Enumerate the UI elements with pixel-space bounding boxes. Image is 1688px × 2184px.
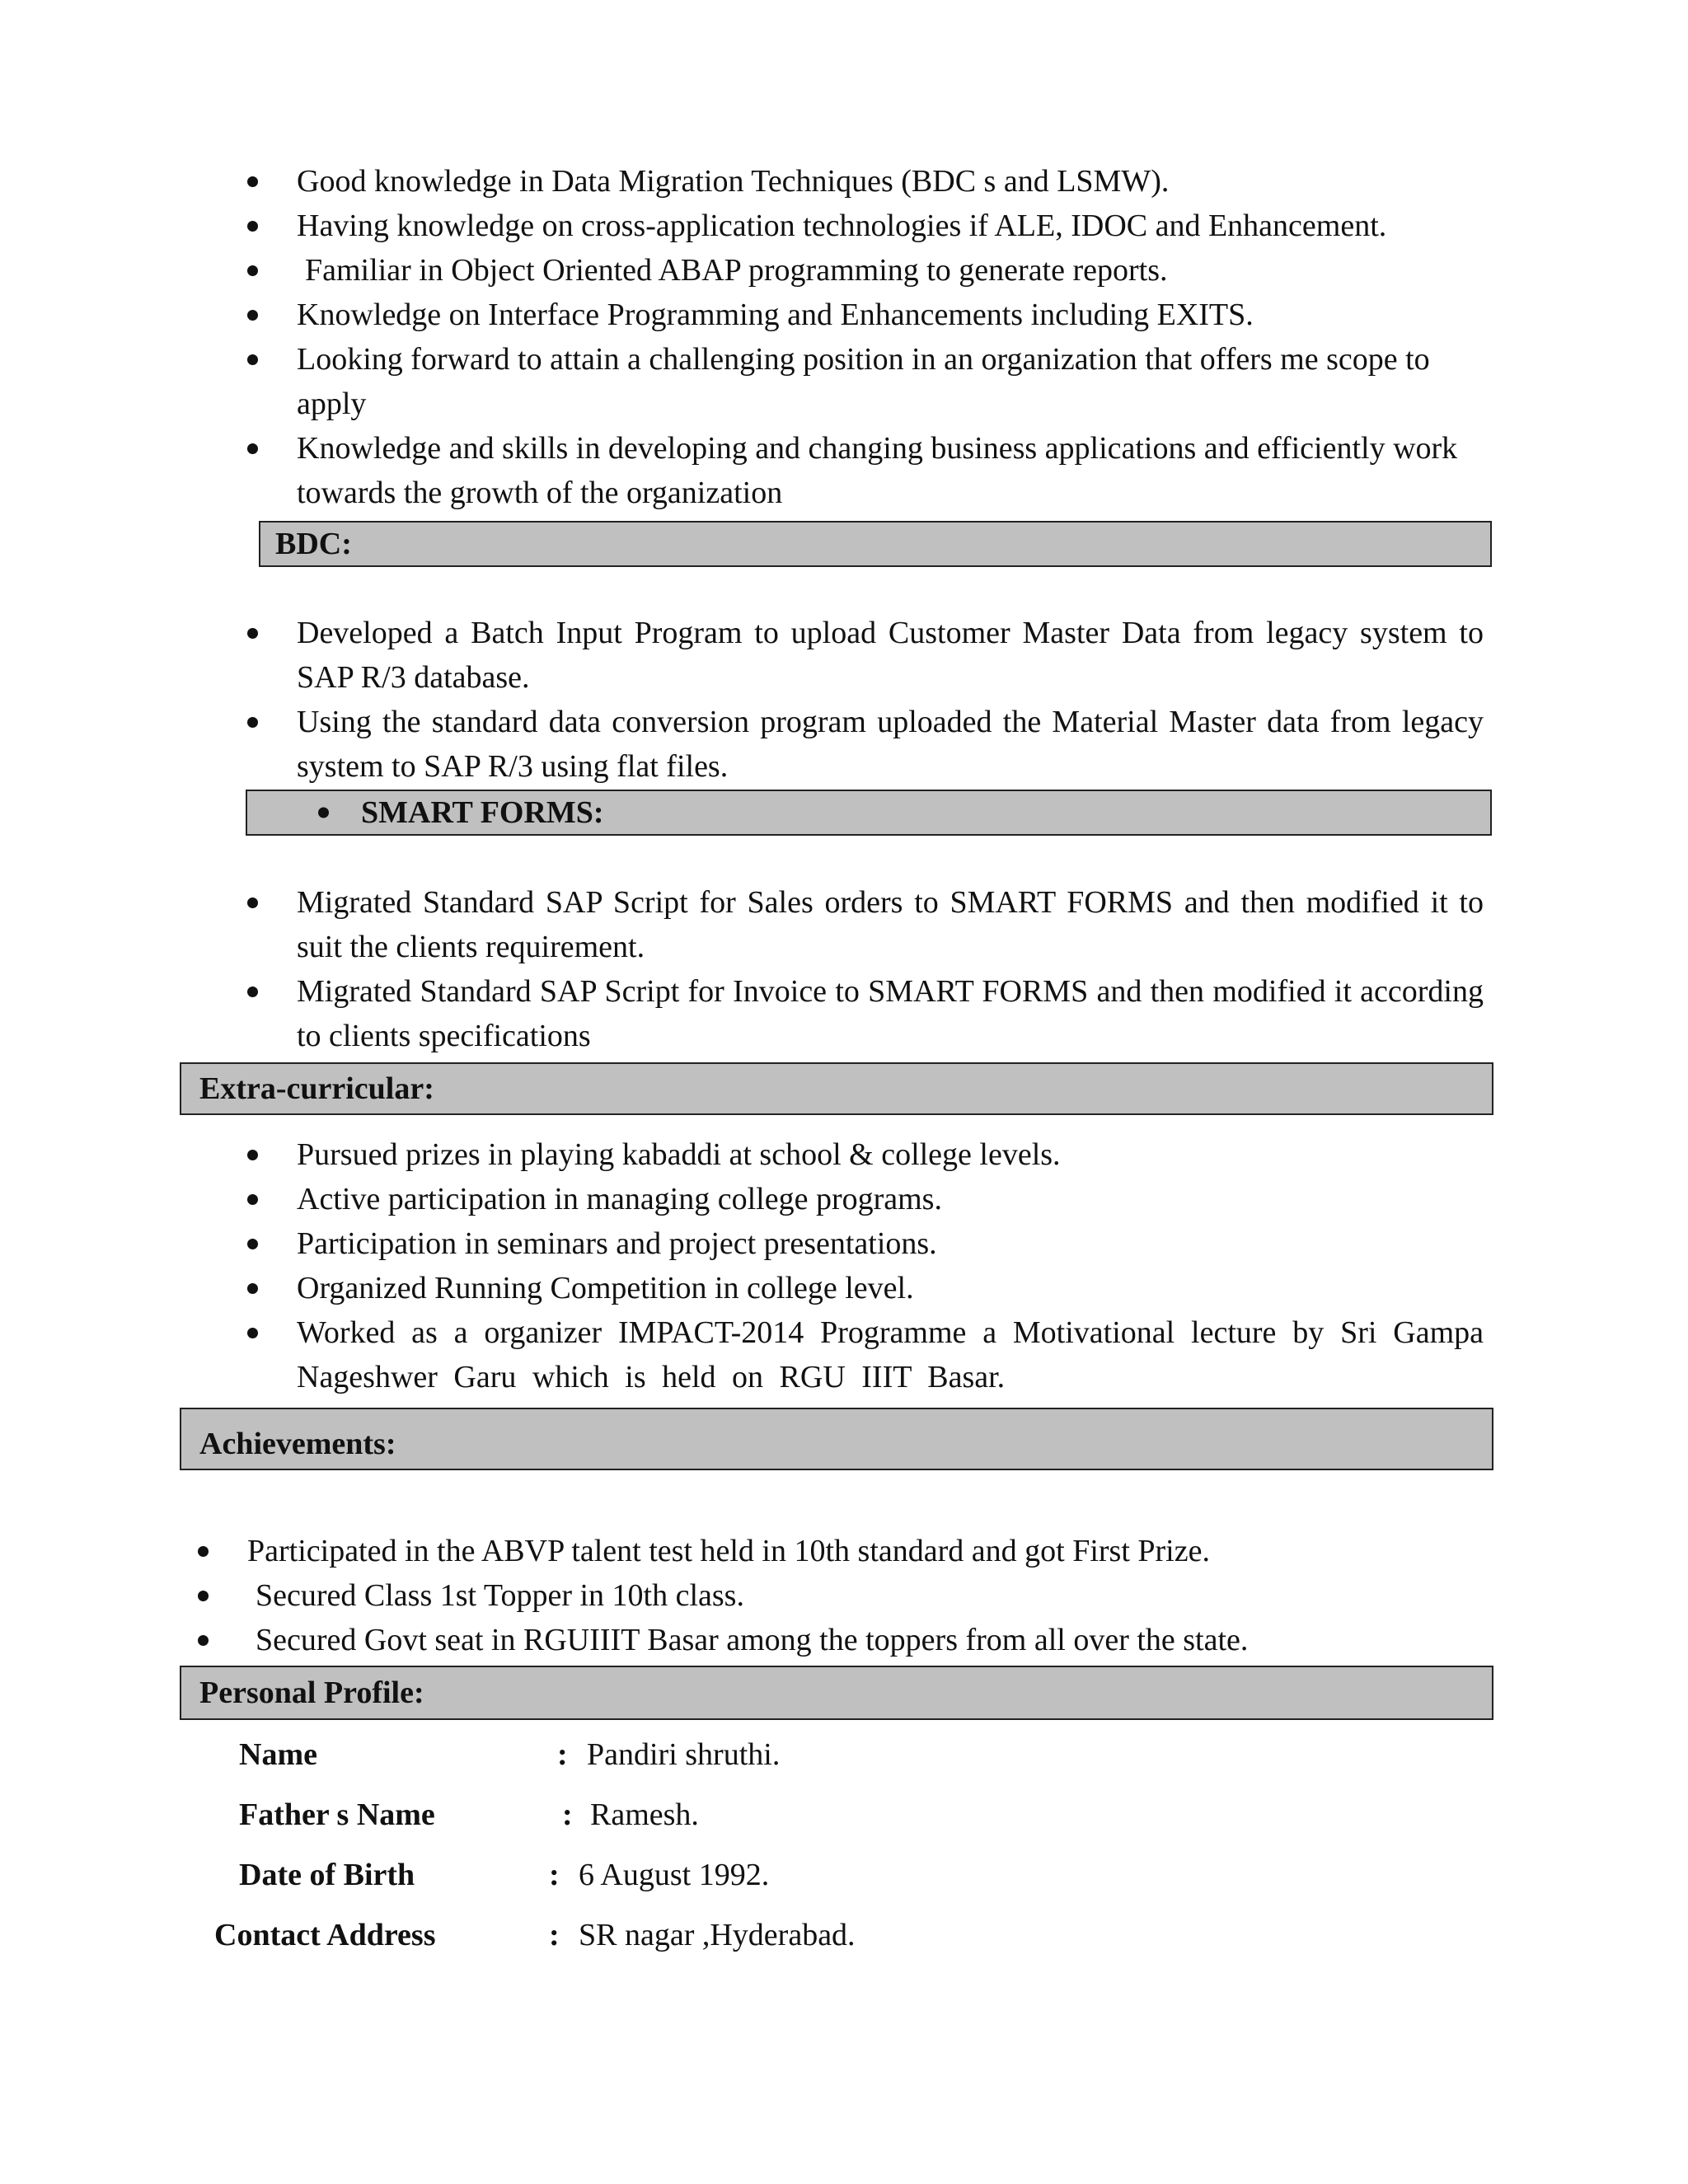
bullet-icon xyxy=(198,1546,209,1557)
profile-row-father-name xyxy=(0,1793,1688,1837)
list-item xyxy=(247,337,1484,426)
achievements-item-text: Participated in the ABVP talent test held in 10th standard and got First Prize. xyxy=(247,1534,1210,1568)
profile-value: Ramesh. xyxy=(590,1797,699,1832)
smart-forms-item-text: Migrated Standard SAP Script for Invoice to SMART FORMS and then modified it according to clients specifications xyxy=(297,974,1484,1053)
profile-value: Pandiri shruthi. xyxy=(587,1737,781,1772)
extra-curricular-item-text: Pursued prizes in playing kabaddi at school & college levels. xyxy=(297,1137,1061,1172)
list-item xyxy=(247,1221,1484,1266)
section-bar-bdc xyxy=(259,521,1492,567)
profile-label: Contact Address xyxy=(214,1918,436,1952)
smart-forms-item-text: Migrated Standard SAP Script for Sales orders to SMART FORMS and then modified it to suit the clients requirement. xyxy=(297,885,1484,964)
list-item xyxy=(247,1266,1484,1310)
section-heading: Extra-curricular: xyxy=(199,1071,434,1106)
bullet-icon xyxy=(247,987,258,997)
bullet-icon xyxy=(247,176,258,187)
profile-value: SR nagar ,Hyderabad. xyxy=(579,1918,856,1952)
profile-separator: : xyxy=(557,1737,568,1772)
profile-row-date-of-birth xyxy=(0,1853,1688,1897)
profile-separator: : xyxy=(549,1858,560,1892)
section-heading: Achievements: xyxy=(199,1426,396,1461)
extra-curricular-list xyxy=(247,1132,1484,1399)
profile-label: Father s Name xyxy=(239,1797,435,1832)
bullet-icon xyxy=(247,898,258,908)
profile-separator: : xyxy=(549,1918,560,1952)
list-item xyxy=(247,159,1484,204)
bullet-icon xyxy=(247,310,258,321)
bullet-icon xyxy=(247,443,258,454)
extra-curricular-item-text: Participation in seminars and project presentations. xyxy=(297,1226,937,1261)
summary-item-text: Familiar in Object Oriented ABAP programming to generate reports. xyxy=(305,253,1168,288)
list-item xyxy=(198,1573,1484,1618)
bullet-icon xyxy=(247,354,258,365)
extra-curricular-item-text: Organized Running Competition in college level. xyxy=(297,1271,914,1305)
bullet-icon xyxy=(198,1591,209,1601)
bullet-icon xyxy=(247,1150,258,1160)
bullet-icon xyxy=(247,1239,258,1249)
smart-forms-list xyxy=(247,880,1484,1058)
summary-list xyxy=(247,159,1484,515)
list-item xyxy=(247,969,1484,1058)
bullet-icon xyxy=(247,265,258,276)
list-item xyxy=(247,700,1484,789)
achievements-item-text: Secured Govt seat in RGUIIIT Basar among the toppers from all over the state. xyxy=(256,1623,1249,1657)
profile-row-contact-address xyxy=(0,1913,1688,1957)
summary-item-text: Knowledge on Interface Programming and Enhancements including EXITS. xyxy=(297,298,1254,332)
section-heading: SMART FORMS: xyxy=(361,795,604,830)
bullet-icon xyxy=(247,221,258,232)
bullet-icon xyxy=(247,1194,258,1205)
section-heading: BDC: xyxy=(275,527,352,561)
list-item xyxy=(198,1618,1484,1662)
bullet-icon xyxy=(247,1283,258,1294)
list-item xyxy=(247,880,1484,969)
section-bar-extra-curricular xyxy=(180,1062,1493,1115)
summary-item-text: Knowledge and skills in developing and changing business applications and efficiently work towards the growth of the organization xyxy=(297,431,1458,510)
section-bar-achievements xyxy=(180,1408,1493,1470)
section-bar-personal-profile xyxy=(180,1666,1493,1720)
bullet-icon xyxy=(247,717,258,728)
bdc-item-text: Using the standard data conversion program uploaded the Material Master data from legacy system to SAP R/3 using flat files. xyxy=(297,705,1484,784)
profile-label: Name xyxy=(239,1737,317,1772)
list-item xyxy=(247,204,1484,248)
extra-curricular-item-text: Worked as a organizer IMPACT-2014 Programme a Motivational lecture by Sri Gampa Nageshwer Garu which is held on RGU IIIT Basar. xyxy=(297,1315,1484,1394)
list-item xyxy=(247,426,1484,515)
list-item xyxy=(247,293,1484,337)
profile-label: Date of Birth xyxy=(239,1858,415,1892)
bullet-icon xyxy=(247,628,258,639)
summary-item-text: Having knowledge on cross-application technologies if ALE, IDOC and Enhancement. xyxy=(297,209,1387,243)
achievements-list xyxy=(198,1529,1484,1662)
summary-item-text: Looking forward to attain a challenging position in an organization that offers me scope to apply xyxy=(297,342,1430,421)
profile-row-name xyxy=(0,1732,1688,1777)
list-item xyxy=(198,1529,1484,1573)
list-item xyxy=(247,1310,1484,1399)
list-item xyxy=(247,248,1484,293)
list-item xyxy=(247,611,1484,700)
profile-value: 6 August 1992. xyxy=(579,1858,770,1892)
section-bar-smart-forms xyxy=(246,790,1492,836)
bdc-item-text: Developed a Batch Input Program to upload Customer Master Data from legacy system to SAP R/3 database. xyxy=(297,616,1484,695)
list-item xyxy=(247,1132,1484,1177)
bullet-icon xyxy=(247,1328,258,1338)
summary-item-text: Good knowledge in Data Migration Techniques (BDC s and LSMW). xyxy=(297,164,1170,199)
achievements-item-text: Secured Class 1st Topper in 10th class. xyxy=(256,1578,744,1613)
bdc-list xyxy=(247,611,1484,789)
bullet-icon xyxy=(198,1635,209,1646)
bullet-icon xyxy=(318,808,329,818)
profile-separator: : xyxy=(562,1797,573,1832)
section-heading: Personal Profile: xyxy=(199,1675,424,1710)
list-item xyxy=(247,1177,1484,1221)
extra-curricular-item-text: Active participation in managing college programs. xyxy=(297,1182,942,1216)
